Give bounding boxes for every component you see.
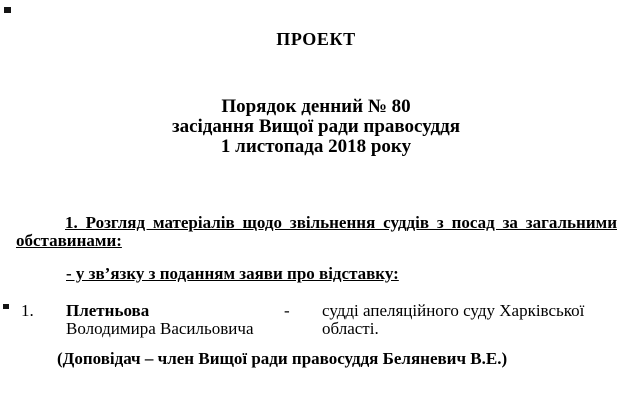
section-heading xyxy=(16,214,617,249)
case-judge-name xyxy=(66,302,292,337)
section-heading-line-2: обставинами: xyxy=(16,230,122,250)
case-judge-surname: Плетньова xyxy=(66,301,150,320)
agenda-title-line-2: засідання Вищої ради правосуддя xyxy=(171,116,461,137)
reporter-line: (Доповідач – член Вищої ради правосуддя Беляневич В.Е.) xyxy=(57,349,508,368)
case-judge-given-names: Володимира Васильовича xyxy=(66,318,254,338)
case-separator-dash: - xyxy=(284,301,290,320)
agenda-title-line-1: Порядок денний № 80 xyxy=(221,96,411,117)
scan-artifact-mark xyxy=(3,304,9,309)
section-subitem: - у зв’язку з поданням заяви про відставку: xyxy=(66,264,399,283)
case-judge-position-line-2: області. xyxy=(322,318,379,338)
case-judge-position xyxy=(322,302,622,337)
agenda-title-line-3: 1 листопада 2018 року xyxy=(220,136,412,157)
section-heading-line-1: 1. Розгляд матеріалів щодо звільнення суддів з посад за загальними xyxy=(65,213,617,232)
case-judge-position-line-1: судді апеляційного суду Харківської xyxy=(322,301,585,320)
case-number: 1. xyxy=(21,301,34,320)
doc-draft-label: ПРОЕКТ xyxy=(276,29,356,49)
scan-artifact-mark xyxy=(4,7,11,13)
agenda-title-block xyxy=(0,97,632,157)
